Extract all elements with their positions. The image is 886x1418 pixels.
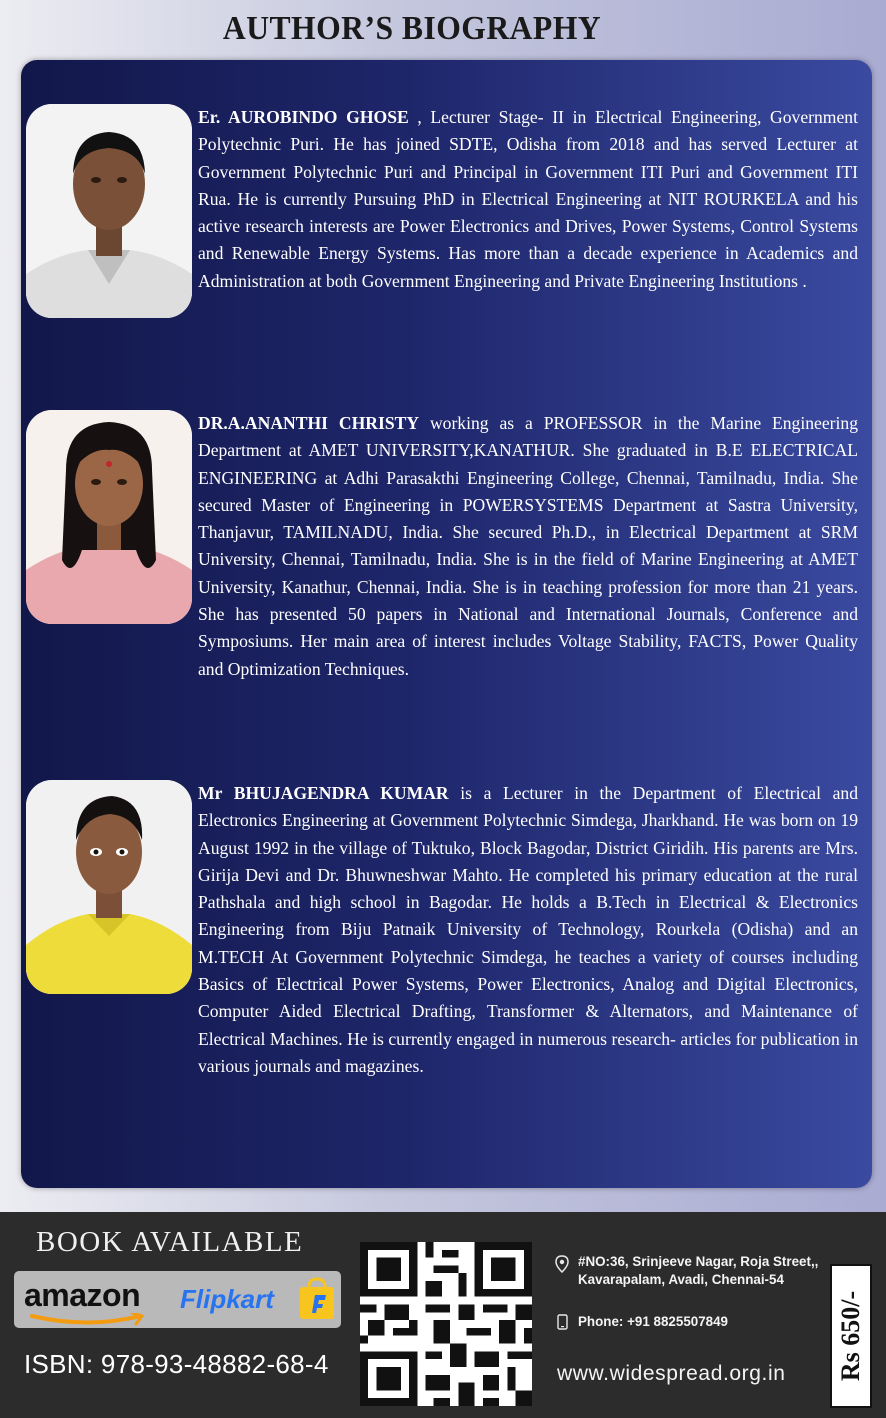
store-logos xyxy=(14,1271,341,1328)
location-pin-icon xyxy=(555,1255,569,1273)
footer xyxy=(0,1212,886,1418)
author-bio-2 xyxy=(198,410,858,683)
qr-code[interactable] xyxy=(360,1242,532,1406)
author-bio-1 xyxy=(198,104,858,295)
author-photo-1 xyxy=(26,104,192,318)
author-name-3: Mr BHUJAGENDRA KUMAR xyxy=(198,783,449,803)
author-bio-text-3: is a Lecturer in the Department of Electrical and Electronics Engineering at Government Polytechnic Simdega, Jharkhand. He was born on 19 August 1992 in the village of Tuktuko, Block Bagodar, District Giridih. His parents are Mrs. Girija Devi and Dr. Bhuwneshwar Mahto. He completed his primary education at the rural Pathshala and high school in Bagodar. He holds a B.Tech in Electrical & Electronics Engineering from Biju Patnaik University of Technology, Rourkela (Odisha) and an M.TECH At Government Polytechnic Simdega, he teaches a variety of courses including Basics of Electrical Power Systems, Power Electronics, Analog and Digital Electronics, Computer Aided Electrical Drafting, Transformer & Alternators, and Maintenance of Electrical Machines. He is currently engaged in numerous research- articles for publication in various journals and magazines. xyxy=(198,783,858,1076)
page-title: AUTHOR’S BIOGRAPHY xyxy=(222,10,602,47)
author-photo-3 xyxy=(26,780,192,994)
price-tag xyxy=(830,1264,872,1408)
author-name-2: DR.A.ANANTHI CHRISTY xyxy=(198,413,420,433)
phone-number: Phone: +91 8825507849 xyxy=(578,1314,729,1329)
book-available-heading: BOOK AVAILABLE xyxy=(36,1226,304,1258)
author-name-1: Er. AUROBINDO GHOSE xyxy=(198,107,409,127)
author-bio-text-1: , Lecturer Stage- II in Electrical Engineering, Government Polytechnic Puri. He has joined SDTE, Odisha from 2018 and has served Lecturer at Government Polytechnic Puri and Principal in Government ITI Puri and Government ITI Rua. He is currently Pursuing PhD in Electrical Engineering at NIT ROURKELA and his active research interests are Power Electronics and Drives, Power Systems, Control Systems and Renewable Energy Systems. Has more than a decade experience in Academics and Administration at both Government Engineering and Private Engineering Institutions . xyxy=(198,107,858,291)
flipkart-logo[interactable]: Flipkart xyxy=(180,1284,274,1314)
flipkart-bag-icon xyxy=(298,1277,336,1321)
amazon-logo[interactable]: amazon xyxy=(24,1277,141,1313)
author-bio-text-2: working as a PROFESSOR in the Marine Engineering Department at AMET UNIVERSITY,KANATHUR. She graduated in B.E ELECTRICAL ENGINEERING at Adhi Parasakthi Engineering College, Chennai, Tamilnadu, India. She secured Master of Engineering in POWERSYSTEMS Department at Sastra University, Thanjavur, TAMILNADU, India. She secured Ph.D., in Electrical Department at SRM University, Chennai, Tamilnadu, India. She is in the field of Marine Engineering at AMET University, Kanathur, Chennai, India. She is in teaching profession for more than 21 years. She has presented 50 papers in National and International Journals, Conference and Symposiums. Her main area of interest includes Voltage Stability, FACTS, Power Quality and Optimization Techniques. xyxy=(198,413,858,679)
price: Rs 650/- xyxy=(836,1290,865,1382)
isbn: ISBN: 978-93-48882-68-4 xyxy=(24,1349,329,1379)
amazon-smile-icon xyxy=(28,1313,148,1327)
author-bio-3 xyxy=(198,780,858,1080)
address: #NO:36, Srinjeeve Nagar, Roja Street,, Kavarapalam, Avadi, Chennai-54 xyxy=(578,1254,819,1287)
website-link[interactable]: www.widespread.org.in xyxy=(557,1362,786,1385)
author-photo-2 xyxy=(26,410,192,624)
biography-panel xyxy=(21,60,872,1188)
phone-icon xyxy=(557,1314,568,1330)
